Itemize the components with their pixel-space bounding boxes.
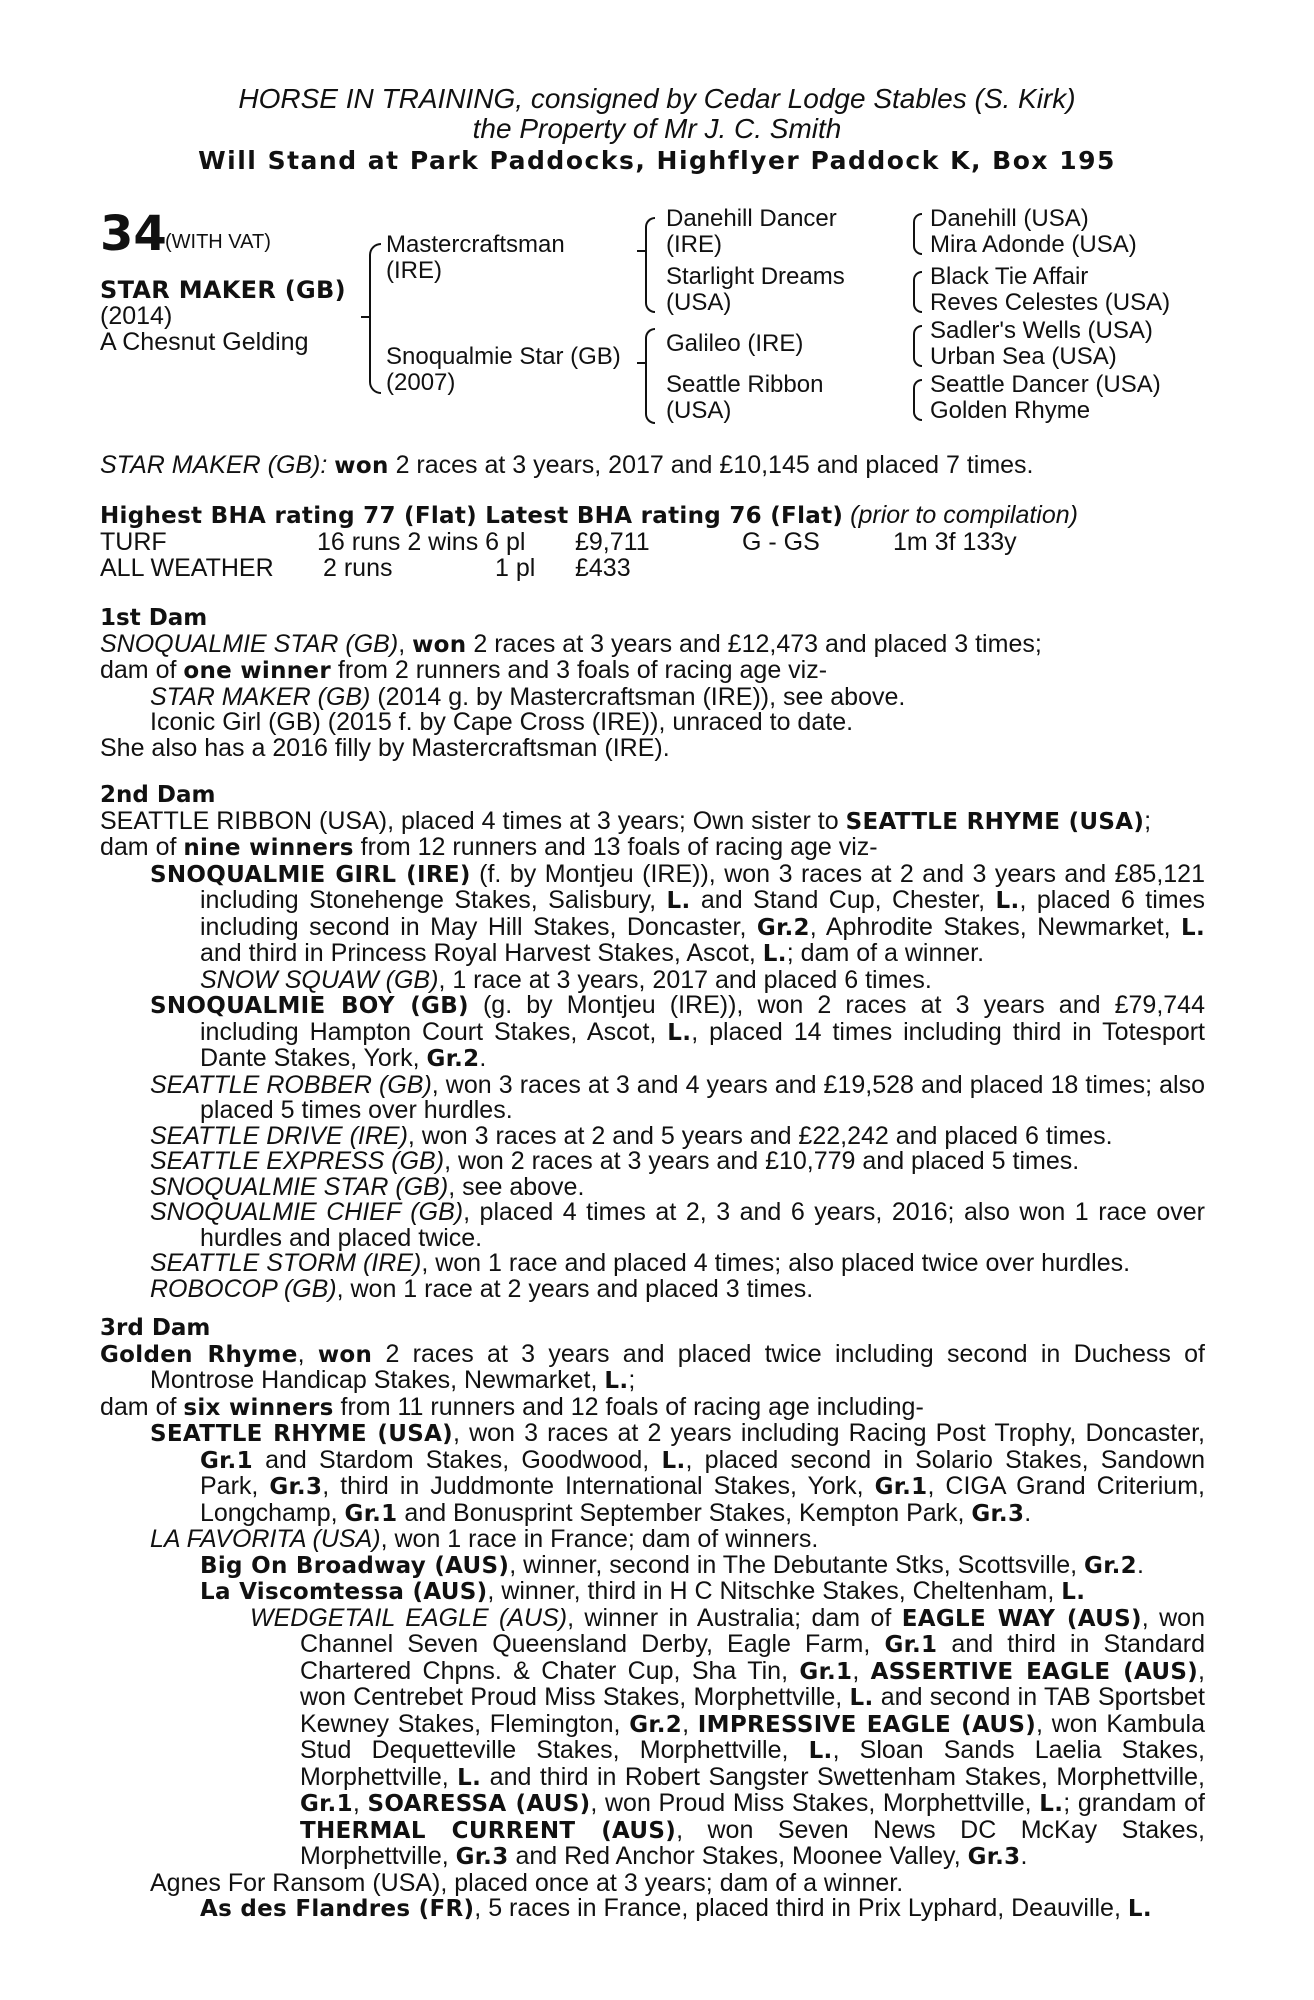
pedigree-sire-dam-country: (USA) — [666, 289, 732, 316]
pedigree-sire-sire-country: (IRE) — [666, 231, 722, 258]
pedigree-gp-8: Golden Rhyme — [930, 397, 1091, 424]
dam-entry: SEATTLE RIBBON (USA), placed 4 times at 3 years; Own sister to SEATTLE RHYME (USA); — [100, 806, 1152, 835]
produce-entry: SEATTLE EXPRESS (GB), won 2 races at 3 years and £10,779 and placed 5 times. — [150, 1147, 1080, 1175]
produce-entry: SEATTLE DRIVE (IRE), won 3 races at 2 and 5 years and £22,242 and placed 6 times. — [150, 1121, 1113, 1150]
second-dam-section — [100, 783, 1205, 1302]
foaling-year: (2014) — [100, 302, 173, 330]
header-location: Will Stand at Park Paddocks, Highflyer Paddock K, Box 195 — [198, 146, 1116, 175]
record-surface: TURF — [100, 528, 167, 556]
pedigree-brace — [913, 271, 922, 313]
produce-note: She also has a 2016 filly by Mastercraftsman (IRE). — [100, 733, 670, 762]
bha-rating: Highest BHA rating 77 (Flat) Latest BHA rating 76 (Flat) (prior to compilation) — [100, 501, 1078, 529]
horse-description: A Chesnut Gelding — [100, 328, 309, 356]
produce-entry: SNOQUALMIE CHIEF (GB), placed 4 times at 2, 3 and 6 years, 2016; also won 1 race over hurdles and placed twice. — [150, 1198, 1205, 1252]
produce-entry: SNOQUALMIE STAR (GB), see above. — [150, 1172, 585, 1201]
pedigree-sire-country: (IRE) — [386, 257, 442, 284]
produce-entry: As des Flandres (FR), 5 races in France, placed third in Prix Lyphard, Deauville, L. — [200, 1894, 1152, 1922]
pedigree-dam-year: (2007) — [386, 369, 456, 396]
pedigree-sire-sire: Danehill Dancer — [666, 205, 837, 232]
pedigree-gp-2: Mira Adonde (USA) — [930, 231, 1137, 258]
header-owner: the Property of Mr J. C. Smith — [472, 113, 842, 144]
pedigree-brace — [913, 325, 922, 367]
vat-note: (WITH VAT) — [165, 231, 271, 253]
pedigree-brace — [913, 213, 922, 255]
pedigree-brace — [645, 328, 655, 424]
pedigree-gp-4: Reves Celestes (USA) — [930, 289, 1171, 316]
pedigree-brace — [913, 379, 922, 421]
record-earnings: £433 — [575, 554, 631, 582]
produce-entry: STAR MAKER (GB) (2014 g. by Mastercraftsman (IRE)), see above. — [150, 682, 906, 711]
produce-entry: Iconic Girl (GB) (2015 f. by Cape Cross (IRE)), unraced to date. — [150, 708, 854, 736]
section-title: 3rd Dam — [100, 1315, 211, 1341]
record-runs: 16 runs 2 wins 6 pl — [317, 528, 526, 556]
pedigree-gp-6: Urban Sea (USA) — [930, 343, 1117, 370]
produce-entry: SNOQUALMIE BOY (GB) (g. by Montjeu (IRE)), won 2 races at 3 years and £79,744 including Hampton Court Stakes, Ascot, L., placed 14 times including third in Totesport Dante Stakes, York, Gr.2. — [150, 991, 1205, 1072]
pedigree-brace — [369, 243, 381, 394]
pedigree-dam-dam-country: (USA) — [666, 397, 732, 424]
pedigree-dam-sire: Galileo (IRE) — [666, 330, 804, 357]
first-dam-section — [100, 606, 1205, 761]
pedigree-gp-1: Danehill (USA) — [930, 205, 1089, 232]
record-placed: 1 pl — [495, 554, 536, 582]
horse-name: STAR MAKER (GB) — [100, 276, 346, 304]
pedigree-dam: Snoqualmie Star (GB) — [386, 343, 621, 370]
dam-produce-summary: dam of nine winners from 12 runners and 13 foals of racing age viz- — [100, 833, 878, 861]
pedigree-brace-tip — [637, 250, 645, 252]
produce-entry: LA FAVORITA (USA), won 1 race in France; dam of winners. — [150, 1525, 819, 1553]
pedigree-dam-dam: Seattle Ribbon — [666, 371, 824, 398]
pedigree-brace — [645, 217, 655, 313]
produce-entry: WEDGETAIL EAGLE (AUS), winner in Australia; dam of EAGLE WAY (AUS), won Channel Seven Queensland Derby, Eagle Farm, Gr.1 and third in Standard Chartered Chpns. & Chater Cup, Sha Tin, Gr.1, ASSERTIVE EAGLE (AUS), won Centrebet Proud Miss Stakes, Morphettville, L. and second in TAB Sportsbet Kewney Stakes, Flemington, Gr.2, IMPRESSIVE EAGLE (AUS), won Kambula Stud Dequetteville Stakes, Morphettville, L., Sloan Sands Laelia Stakes, Morphettville, L. and third in Robert Sangster Swettenham Stakes, Morphettville, Gr.1, SOARESSA (AUS), won Proud Miss Stakes, Morphettville, L.; grandam of THERMAL CURRENT (AUS), won Seven News DC McKay Stakes, Morphettville, Gr.3 and Red Anchor Stakes, Moonee Valley, Gr.3. — [250, 1603, 1205, 1870]
record-runs: 2 runs — [323, 554, 393, 582]
section-title: 2nd Dam — [100, 782, 216, 808]
dam-entry: Golden Rhyme, won 2 races at 3 years and placed twice including second in Duchess of Montrose Handicap Stakes, Newmarket, L.; — [100, 1339, 1205, 1394]
race-summary: STAR MAKER (GB): won 2 races at 3 years, 2017 and £10,145 and placed 7 times. — [100, 451, 1034, 479]
produce-entry: SNOW SQUAW (GB), 1 race at 3 years, 2017 and placed 6 times. — [200, 965, 932, 994]
pedigree-gp-5: Sadler's Wells (USA) — [930, 317, 1153, 344]
pedigree-gp-3: Black Tie Affair — [930, 263, 1089, 290]
produce-entry: ROBOCOP (GB), won 1 race at 2 years and placed 3 times. — [150, 1274, 814, 1303]
record-going: G - GS — [742, 528, 820, 556]
produce-entry: SEATTLE ROBBER (GB), won 3 races at 3 and 4 years and £19,528 and placed 18 times; also placed 5 times over hurdles. — [150, 1070, 1205, 1124]
produce-entry: Big On Broadway (AUS), winner, second in The Debutante Stks, Scottsville, Gr.2. — [200, 1550, 1144, 1579]
dam-produce-summary: dam of one winner from 2 runners and 3 foals of racing age viz- — [100, 656, 828, 684]
pedigree-gp-7: Seattle Dancer (USA) — [930, 371, 1161, 398]
dam-produce-summary: dam of six winners from 11 runners and 12 foals of racing age including- — [100, 1392, 924, 1421]
dam-entry: SNOQUALMIE STAR (GB), won 2 races at 3 years and £12,473 and placed 3 times; — [100, 629, 1042, 658]
third-dam-section — [100, 1316, 1205, 1923]
record-surface: ALL WEATHER — [100, 554, 274, 582]
produce-entry: SNOQUALMIE GIRL (IRE) (f. by Montjeu (IRE)), won 3 races at 2 and 3 years and £85,121 including Stonehenge Stakes, Salisbury, L. and Stand Cup, Chester, L., placed 6 times including second in May Hill Stakes, Doncaster, Gr.2, Aphrodite Stakes, Newmarket, L. and third in Princess Royal Harvest Stakes, Ascot, L.; dam of a winner. — [150, 859, 1206, 967]
record-distance: 1m 3f 133y — [893, 528, 1017, 556]
header-consignor: HORSE IN TRAINING, consigned by Cedar Lodge Stables (S. Kirk) — [238, 83, 1076, 114]
pedigree-sire: Mastercraftsman — [386, 231, 565, 258]
produce-entry: SEATTLE RHYME (USA), won 3 races at 2 years including Racing Post Trophy, Doncaster, Gr.1 and Stardom Stakes, Goodwood, L., placed second in Solario Stakes, Sandown Park, Gr.3, third in Juddmonte International Stakes, York, Gr.1, CIGA Grand Criterium, Longchamp, Gr.1 and Bonusprint September Stakes, Kempton Park, Gr.3. — [150, 1419, 1205, 1527]
pedigree-brace-tip — [637, 362, 645, 364]
section-title: 1st Dam — [100, 605, 208, 631]
pedigree-brace-tip — [361, 316, 369, 318]
pedigree-sire-dam: Starlight Dreams — [666, 263, 845, 290]
record-earnings: £9,711 — [575, 528, 650, 556]
produce-entry: La Viscomtessa (AUS), winner, third in H C Nitschke Stakes, Cheltenham, L. — [200, 1577, 1086, 1605]
produce-entry: SEATTLE STORM (IRE), won 1 race and placed 4 times; also placed twice over hurdles. — [150, 1249, 1131, 1277]
produce-entry: Agnes For Ransom (USA), placed once at 3 years; dam of a winner. — [150, 1868, 904, 1897]
lot-number: 34 — [100, 206, 167, 262]
